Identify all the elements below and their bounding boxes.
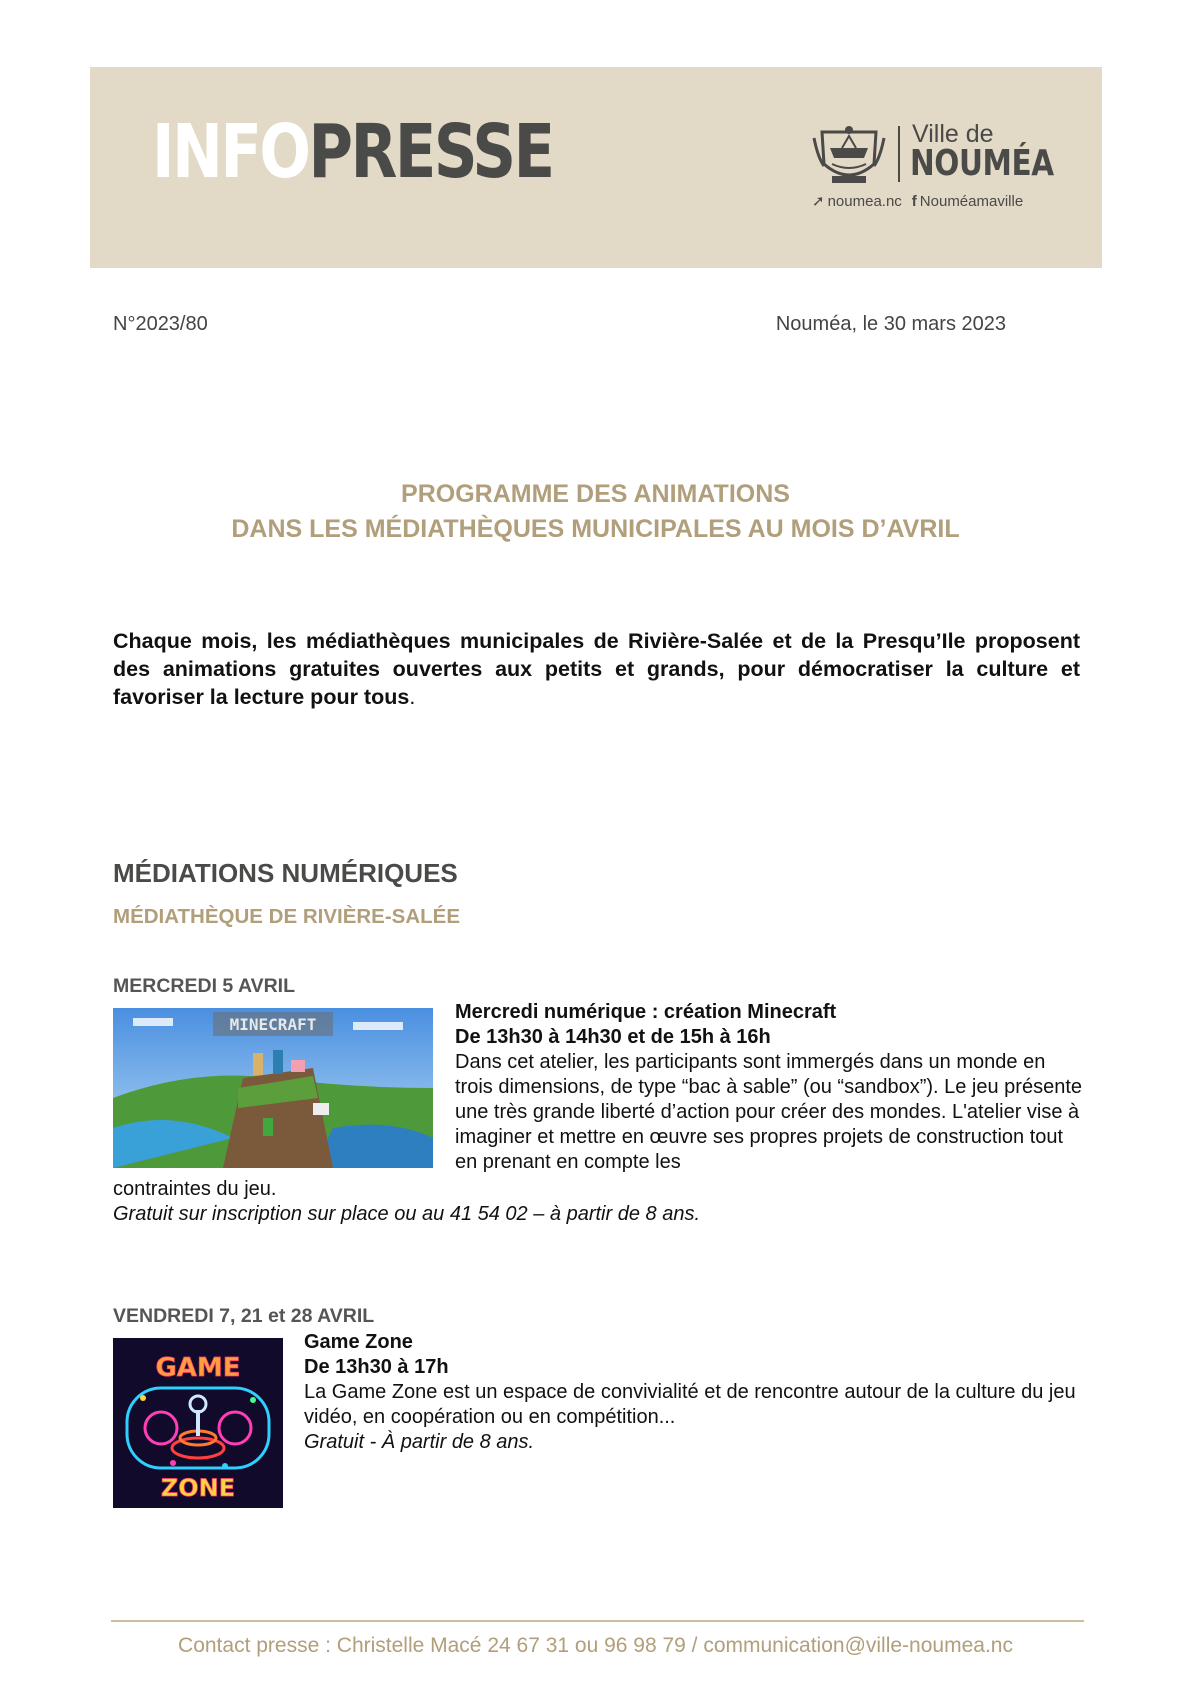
logo-ville: Ville de	[912, 120, 994, 148]
event-1-description-tail: contraintes du jeu.	[113, 1178, 277, 1200]
city-logo	[812, 122, 1052, 212]
minecraft-image	[113, 1008, 433, 1168]
event-1-text	[455, 1000, 1085, 1175]
intro-text: Chaque mois, les médiathèques municipales de Rivière-Salée et de la Presqu’Ile proposent des animations gratuites ouvertes aux petits et grands, pour démocratiser la culture et favoriser la lecture pour tous	[113, 629, 1080, 709]
section-subheading: MÉDIATHÈQUE DE RIVIÈRE-SALÉE	[113, 905, 461, 928]
footer-contact: Contact presse : Christelle Macé 24 67 31 ou 96 98 79 / communication@ville-noumea.nc	[178, 1634, 1013, 1657]
event-1-note: Gratuit sur inscription sur place ou au 41 54 02 – à partir de 8 ans.	[113, 1203, 701, 1225]
game-zone-label-bottom: ZONE	[160, 1474, 236, 1502]
event-2-title: Game Zone	[304, 1331, 413, 1353]
logo-divider	[898, 126, 900, 182]
intro-end: .	[409, 685, 416, 709]
minecraft-image-label: MINECRAFT	[229, 1015, 317, 1034]
brand-info: INFO	[152, 109, 309, 195]
press-date: Nouméa, le 30 mars 2023	[775, 313, 1006, 335]
logo-noumea: NOUMÉA	[910, 143, 1054, 184]
facebook-icon: f	[911, 193, 917, 210]
intro-paragraph	[113, 627, 1080, 711]
logo-facebook: Nouméamaville	[919, 193, 1024, 210]
game-zone-image	[113, 1338, 283, 1508]
header-banner	[90, 67, 1102, 268]
brand-wordmark	[152, 109, 553, 195]
event-2-note: Gratuit - À partir de 8 ans.	[304, 1431, 535, 1453]
logo-site: noumea.nc	[827, 193, 902, 210]
event-1-title: Mercredi numérique : création Minecraft	[455, 1001, 837, 1023]
brand-presse: PRESSE	[308, 109, 553, 195]
title-line-2: DANS LES MÉDIATHÈQUES MUNICIPALES AU MOIS D’AVRIL	[231, 515, 960, 543]
event-2-text	[304, 1330, 1094, 1455]
event-2-description: La Game Zone est un espace de convivialité et de rencontre autour de la culture du jeu vidéo, en coopération ou en compétition...	[304, 1381, 1076, 1428]
arrow-icon: ➚	[812, 193, 825, 210]
event-1-day: MERCREDI 5 AVRIL	[113, 975, 296, 997]
logo-links	[812, 192, 1033, 210]
footer-divider	[111, 1620, 1084, 1622]
game-zone-label-top: GAME	[155, 1353, 241, 1383]
event-2-time: De 13h30 à 17h	[304, 1356, 449, 1378]
event-2-day: VENDREDI 7, 21 et 28 AVRIL	[113, 1305, 375, 1327]
section-heading: MÉDIATIONS NUMÉRIQUES	[113, 858, 458, 888]
event-1-time: De 13h30 à 14h30 et de 15h à 16h	[455, 1026, 771, 1048]
event-1-tail	[113, 1177, 1013, 1227]
event-1-description: Dans cet atelier, les participants sont immergés dans un monde en trois dimensions, de type “bac à sable” (ou “sandbox”). Le jeu présente une très grande liberté d’action pour créer des mondes. L'atelier vise à imaginer et mettre en œuvre ses propres projets de construction tout en prenant en compte les	[455, 1051, 1083, 1173]
city-crest-icon	[812, 124, 886, 188]
title-line-1: PROGRAMME DES ANIMATIONS	[401, 480, 790, 508]
press-reference: N°2023/80	[113, 313, 208, 335]
